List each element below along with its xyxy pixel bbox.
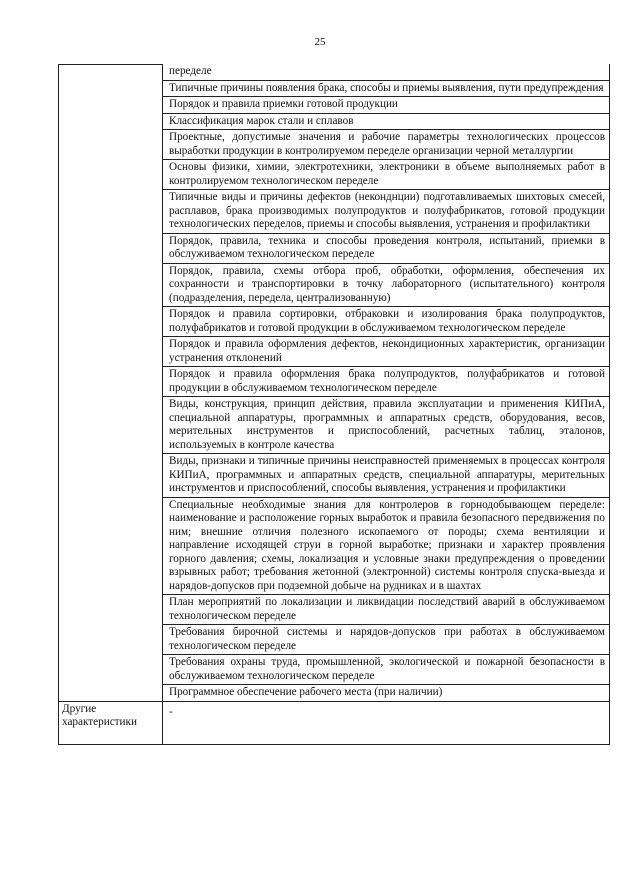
table-cell: Требования охраны труда, промышленной, экологической и пожарной безопасности в обслуживаемом технологическом переделе [163, 655, 610, 685]
label-cell [58, 498, 163, 596]
label-cell [58, 81, 163, 98]
table-cell: Типичные причины появления брака, способы и приемы выявления, пути предупреждения [163, 81, 610, 98]
table-row [58, 264, 610, 308]
table-row [58, 130, 610, 160]
table-row [58, 97, 610, 114]
table-row [58, 81, 610, 98]
label-cell [58, 655, 163, 685]
table-row [58, 595, 610, 625]
table-cell: Специальные необходимые знания для контролеров в горнодобывающем переделе: наименование и расположение горных выработок и правила безопасного передвижения по ним; внешние отличия полезного ископаемого от породы; схема вентиляции и направление исходящей струи в горной выработке; признаки и характер проявления горного давления; схемы, локализация и условные знаки предупреждения о проведении взрывных работ; требования жетонной (электронной) системы контроля спуска-выезда и нарядов-допусков при подземной добыче на рудниках и в шахтах [163, 498, 610, 596]
label-cell [58, 595, 163, 625]
table-cell: Проектные, допустимые значения и рабочие параметры технологических процессов выработки продукции в контролируемом переделе организации черной металлургии [163, 130, 610, 160]
label-cell [58, 64, 163, 81]
table-row [58, 307, 610, 337]
table-row [58, 64, 610, 81]
label-cell [58, 625, 163, 655]
table-cell: Типичные виды и причины дефектов (неконднции) подготавливаемых шихтовых смесей, расплавов, брака производимых полупродуктов и полуфабрикатов, готовой продукции технологических переделов, приемы и способы выявления, устранения и профилактики [163, 190, 610, 234]
table-row [58, 498, 610, 596]
other-characteristics-value: - [163, 702, 610, 745]
label-cell [58, 190, 163, 234]
table-cell: Виды, признаки и типичные причины неисправностей применяемых в процессах контроля КИПиА, программных и аппаратных средств, специальной аппаратуры, мерительных инструментов и приспособлений, способы выявления, устранения и профилактики [163, 454, 610, 498]
table-cell: Основы физики, химии, электротехники, электроники в объеме выполняемых работ в контролируемом технологическом переделе [163, 160, 610, 190]
table-row [58, 397, 610, 454]
table-cell: Требования бирочной системы и нарядов-допусков при работах в обслуживаемом технологическом переделе [163, 625, 610, 655]
label-cell [58, 160, 163, 190]
other-characteristics-row [58, 702, 610, 745]
table-row [58, 625, 610, 655]
table-cell: Порядок и правила приемки готовой продукции [163, 97, 610, 114]
label-cell [58, 234, 163, 264]
label-cell [58, 114, 163, 131]
table-cell: Программное обеспечение рабочего места (при наличии) [163, 685, 610, 702]
label-cell [58, 337, 163, 367]
label-cell [58, 367, 163, 397]
table-row [58, 655, 610, 685]
table-row [58, 114, 610, 131]
table-cell: Порядок, правила, схемы отбора проб, обработки, оформления, обеспечения их сохранности и транспортировки в точку лабораторного (испытательного) контроля (подразделения, передела, централизованную) [163, 264, 610, 308]
label-cell [58, 454, 163, 498]
page-number: 25 [314, 36, 326, 48]
table-row [58, 685, 610, 702]
label-cell [58, 130, 163, 160]
label-cell [58, 97, 163, 114]
knowledge-table [58, 64, 610, 745]
table-cell: Виды, конструкция, принцип действия, правила эксплуатации и применения КИПиА, специальной аппаратуры, программных и аппаратных средств, оборудования, весов, мерительных инструментов и приспособлений, расчетных таблиц, эталонов, используемых в контроле качества [163, 397, 610, 454]
table-cell: переделе [163, 64, 610, 81]
table-row [58, 190, 610, 234]
table-row [58, 454, 610, 498]
table-cell: Порядок и правила оформления дефектов, некондиционных характеристик, организации устранения отклонений [163, 337, 610, 367]
table-cell: Порядок, правила, техника и способы проведения контроля, испытаний, приемки в обслуживаемом технологическом переделе [163, 234, 610, 264]
table-cell: План мероприятий по локализации и ликвидации последствий аварий в обслуживаемом технологическом переделе [163, 595, 610, 625]
label-cell [58, 685, 163, 702]
table-row [58, 367, 610, 397]
table-row [58, 160, 610, 190]
table-cell: Классификация марок стали и сплавов [163, 114, 610, 131]
table-cell: Порядок и правила сортировки, отбраковки и изолирования брака полупродуктов, полуфабрикатов и готовой продукции в обслуживаемом технологическом переделе [163, 307, 610, 337]
table-row [58, 234, 610, 264]
other-characteristics-label: Другие характеристики [58, 702, 163, 745]
label-cell [58, 264, 163, 308]
label-cell [58, 397, 163, 454]
table-cell: Порядок и правила оформления брака полупродуктов, полуфабрикатов и готовой продукции в обслуживаемом технологическом переделе [163, 367, 610, 397]
table-row [58, 337, 610, 367]
label-cell [58, 307, 163, 337]
